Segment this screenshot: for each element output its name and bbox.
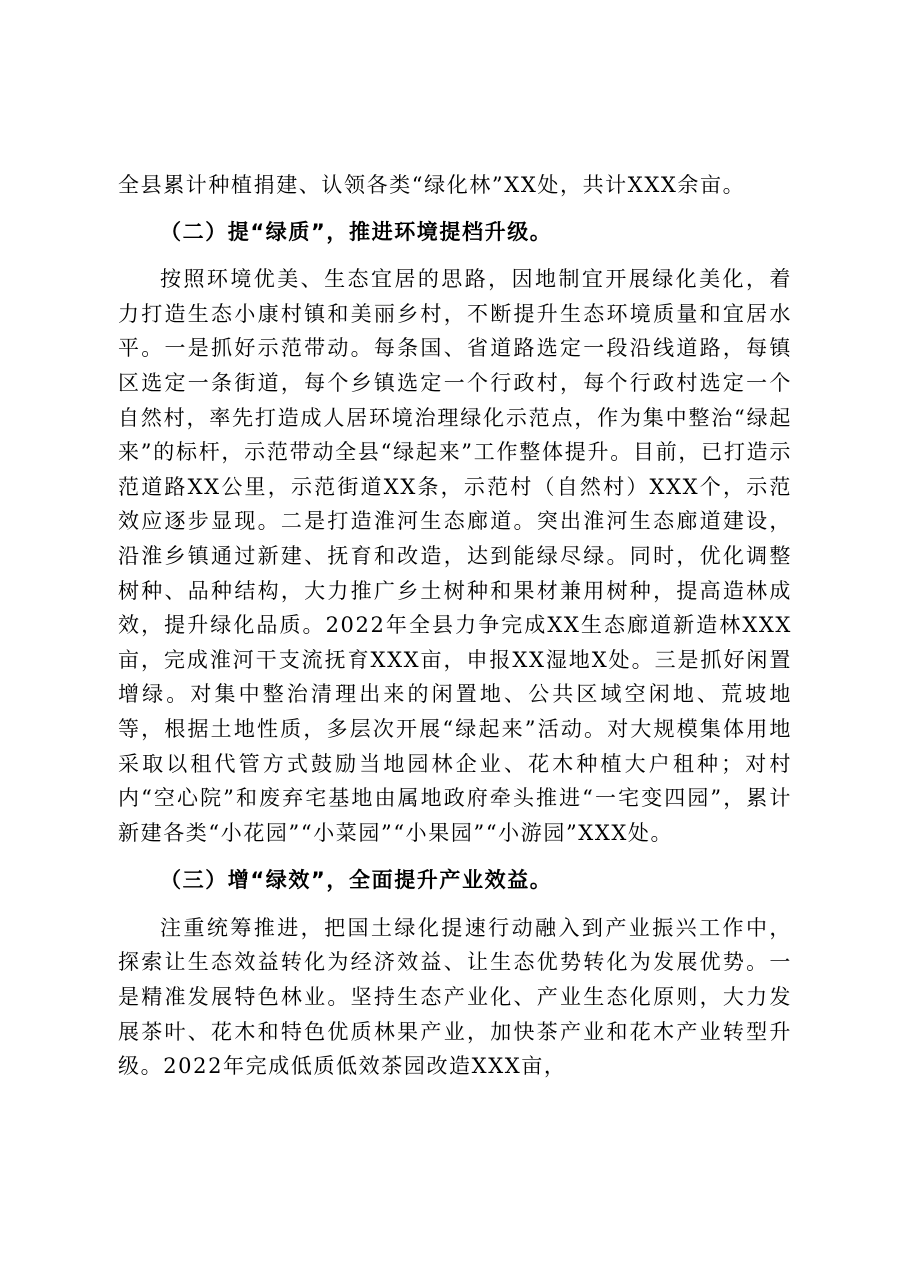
section-heading-3: （三）增“绿效”，全面提升产业效益。 [160,868,553,893]
spacer [118,203,792,215]
paragraph-section-3: 注重统筹推进，把国土绿化提速行动融入到产业振兴工作中，探索让生态效益转化为经济效益、让生态优势转化为发展优势。一是精准发展特色林业。坚持生态产业化、产业生态化原则，大力发展茶叶、花木和特色优质林果产业，加快茶产业和花木产业转型升级。2022年完成低质低效茶园改造XXX亩， [118,915,792,1079]
paragraph-section-2: 按照环境优美、生态宜居的思路，因地制宜开展绿化美化，着力打造生态小康村镇和美丽乡村，不断提升生态环境质量和宜居水平。一是抓好示范带动。每条国、省道路选定一段沿线道路，每镇区选定一条街道，每个乡镇选定一个行政村，每个行政村选定一个自然村，率先打造成人居环境治理绿化示范点，作为集中整治“绿起来”的标杆，示范带动全县“绿起来”工作整体提升。目前，已打造示范道路XX公里，示范街道XX条，示范村（自然村）XXX个，示范效应逐步显现。二是打造淮河生态廊道。突出淮河生态廊道建设，沿淮乡镇通过新建、抚育和改造，达到能绿尽绿。同时，优化调整树种、品种结构，大力推广乡土树种和果材兼用树种，提高造林成效，提升绿化品质。2022年全县力争完成XX生态廊道新造林XXX亩，完成淮河干支流抚育XXX亩，申报XX湿地X处。三是抓好闲置增绿。对集中整治清理出来的闲置地、公共区域空闲地、荒坡地等，根据土地性质，多层次开展“绿起来”活动。对大规模集体用地采取以租代管方式鼓励当地园林企业、花木种植大户租种；对村内“空心院”和废弃宅基地由属地政府牵头推进“一宅变四园”，累计新建各类“小花园”“小菜园”“小果园”“小游园”XXX处。 [118,267,792,845]
document-body [118,168,792,1084]
paragraph-continuation: 全县累计种植捐建、认领各类“绿化林”XX处，共计XXX余亩。 [118,173,746,197]
section-heading-2: （二）提“绿质”，推进环境提档升级。 [160,219,553,244]
spacer [118,249,792,262]
spacer [118,850,792,863]
spacer [118,898,792,911]
